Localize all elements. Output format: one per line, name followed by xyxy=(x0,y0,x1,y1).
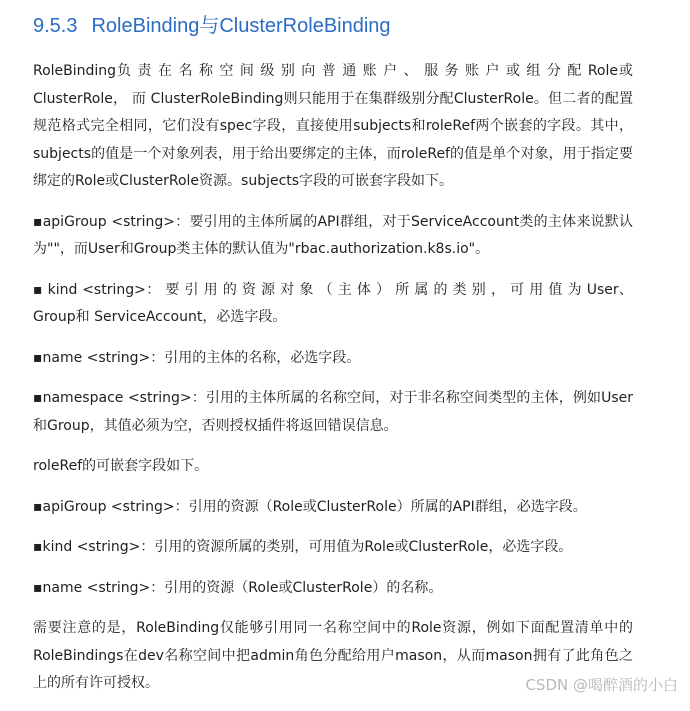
section-number: 9.5.3 xyxy=(33,15,78,37)
csdn-watermark: CSDN @喝醉酒的小白 xyxy=(525,676,678,694)
paragraph-subjects-apigroup: ▪apiGroup <string>：要引用的主体所属的API群组，对于ServiceAccount类的主体来说默认为""，而User和Group类主体的默认值为"rbac.authorization.k8s.io"。 xyxy=(33,213,633,257)
section-heading xyxy=(33,12,391,40)
paragraph-note: 需要注意的是，RoleBinding仅能够引用同一名称空间中的Role资源，例如下面配置清单中的RoleBindings在dev名称空间中把admin角色分配给用户mason，从而mason拥有了此角色之上的所有许可授权。 xyxy=(33,620,633,691)
paragraph-subjects-name: ▪name <string>：引用的主体的名称，必选字段。 xyxy=(33,349,361,366)
article-body xyxy=(33,58,633,711)
section-title: RoleBinding与ClusterRoleBinding xyxy=(91,15,391,37)
paragraph-roleref-kind: ▪kind <string>：引用的资源所属的类别，可用值为Role或ClusterRole，必选字段。 xyxy=(33,539,573,555)
paragraph-subjects-namespace: ▪namespace <string>：引用的主体所属的名称空间，对于非名称空间类型的主体，例如User和Group，其值必须为空，否则授权插件将返回错误信息。 xyxy=(33,390,633,434)
paragraph-roleref-name: ▪name <string>：引用的资源（Role或ClusterRole）的名称。 xyxy=(33,579,443,596)
paragraph-subjects-kind: ▪ kind <string>： 要 引 用 的 资 源 对 象 （ 主 体 ） 所 属 的 类 别 ， 可 用 值 为 User、 Group和 ServiceAccount，必选字段。 xyxy=(33,281,633,325)
paragraph-intro: RoleBinding负 责 在 名 称 空 间 级 别 向 普 通 账 户 、 服 务 账 户 或 组 分 配 Role或 ClusterRole， 而 ClusterRoleBinding则只能用于在集群级别分配ClusterRole。但二者的配置规范格式完全相同，它们没有spec字段，直接使用subjects和roleRef两个嵌套的字段。其中，subjects的值是一个对象列表，用于给出要绑定的主体，而roleRef的值是单个对象，用于指定要绑定的Role或ClusterRole资源。subjects字段的可嵌套字段如下。 xyxy=(33,63,633,189)
paragraph-roleref-intro: roleRef的可嵌套字段如下。 xyxy=(33,458,209,474)
paragraph-roleref-apigroup: ▪apiGroup <string>：引用的资源（Role或ClusterRole）所属的API群组，必选字段。 xyxy=(33,498,587,515)
